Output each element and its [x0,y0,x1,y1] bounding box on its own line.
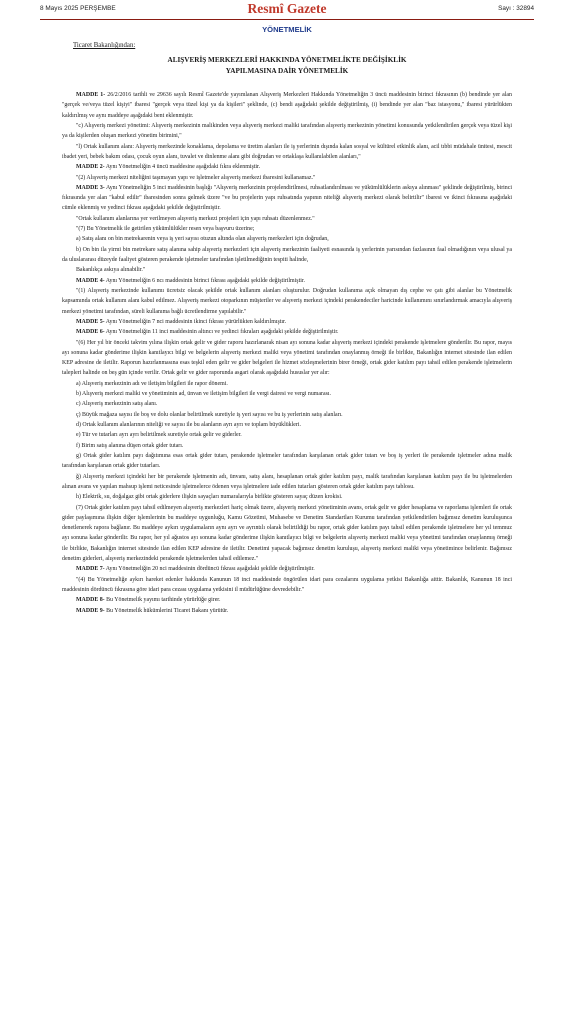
article-paragraph [62,162,512,172]
paragraph-text: Bakanlıkça askıya alınabilir." [76,267,146,274]
body-paragraph [62,410,512,420]
paragraph-text: ç) Büyük mağaza sayısı ile boş ve dolu olanlar belirtilmek suretiyle iş yeri sayısı ve bu iş yerlerinin satış alanları. [76,411,343,418]
body-paragraph [62,399,512,409]
body-paragraph [62,245,512,266]
paragraph-text: "(6) Her yıl bir önceki takvim yılına ilişkin ortak gelir ve gider raporu hazırlanarak nisan ayı sonuna kadar alışveriş merkezi içindeki perakende işletmelere gönderilir. Bu rapor, mayıs ayı sonuna kadar gönderime ilişkin kanıtlayıcı bilgi ve belgelerin alışveriş merkezi maliki veya yönetimi tarafından onaylanmış örneği ile birlikte, Bakanlığın internet sitesinde ilan edilen KEP adresine de iletilir. Raporun hazırlanmasına esas teşkil eden gelir ve gider belgeleri ile hizmet sözleşmelerinin birer örneği, ortak gider katılım payı tahsil edilen perakende işletmelerin talepleri halinde on beş gün içinde verilir. Ortak gelir ve gider raporunda asgari olarak aşağıdaki hususlar yer alır: [62,339,512,377]
document-title-line-1: ALIŞVERİŞ MERKEZLERİ HAKKINDA YÖNETMELİKTE DEĞİŞİKLİK [167,56,407,64]
article-paragraph [62,595,512,605]
paragraph-text: d) Ortak kullanım alanlarının niteliği ve sayısı ile bu alanların ayrı ayrı ve toplam büyüklükleri. [76,422,301,428]
gazette-title: Resmî Gazete [247,1,327,16]
paragraph-text: Aynı Yönetmeliğin 11 inci maddesinin altıncı ve yedinci fıkraları aşağıdaki şekilde değiştirilmiştir. [105,329,339,336]
paragraph-text: b) On bin ila yirmi bin metrekare satış alanına sahip alışveriş merkezleri için alışveriş merkezinin faaliyeti esnasında iş yerlerinin yarısından fazlasının faal olmadığının veya ulusal ya da uluslararası düzeyde faaliyet gösteren perakende işletmeler tarafından işletilmediğinin tespiti halinde, [62,246,512,263]
paragraph-text: "(2) Alışveriş merkezi niteliğini taşımayan yapı ve işletmeler alışveriş merkezi ibaresini kullanamaz." [76,174,316,181]
body-paragraph [62,338,512,379]
paragraph-text: 26/2/2016 tarihli ve 29636 sayılı Resmî Gazete'de yayımlanan Alışveriş Merkezleri Hakkında Yönetmeliğin 3 üncü maddesinin birinci fıkrasının (b) bendinde yer alan "gerçek ve/veya tüzel kişiyi" ibaresi "gerçek veya tüzel kişi ya da kişileri" şeklinde, (c) bendi aşağıdaki şekilde değiştirilmiş, (i) bendinde yer alan "baz istasyonu," ibaresi yürürlükten kaldırılmış ve aynı maddeye aşağıdaki bent eklenmiştir. [62,92,512,119]
paragraph-text: Aynı Yönetmeliğin 7 nci maddesinin ikinci fıkrası yürürlükten kaldırılmıştır. [105,318,287,325]
article-paragraph [62,606,512,616]
body-paragraph [62,224,512,234]
body-paragraph [62,389,512,399]
body-paragraph [62,441,512,451]
paragraph-text: "(1) Alışveriş merkezinde kullanımı ücretsiz olacak şekilde ortak kullanım alanları oluşturulur. Doğrudan kullanıma açık olmayan dış cephe ve çatı gibi alanlar bu Yönetmelik kapsamında ortak kullanım alanı kabul edilmez. Alışveriş merkezi otoparkının müşteriler ve alışveriş merkezi içindeki perakendeciler haricinde kullanımını sınırlandırmak amacıyla alışveriş merkezi yönetimi tarafından, süreli kullanıma bağlı ücretlendirme yapılabilir." [62,287,512,315]
body-paragraph [62,265,512,275]
paragraph-text: "l) Ortak kullanım alanı: Alışveriş merkezinde konaklama, depolama ve üretim alanları ile iş yerlerinin dışında kalan sosyal ve kültürel etkinlik alanı, acil tıbbi müdahale ünitesi, mescit ibadet yeri, bebek bakım odası, çocuk oyun alanı, tuvalet ve dinlenme alanı gibi doğrudan ve ortaklaşa kullanılabilen alanları," [62,143,512,160]
body-paragraph [62,575,512,596]
paragraph-text: (7) Ortak gider katılım payı tahsil edilmeyen alışveriş merkezleri hariç olmak üzere, alışveriş merkezi yönetiminin avans, ortak gelir ve gider hesaplama ve raporlama işlemleri ile ortak gider paylaşımına ilişkin diğer işlemlerinin bu maddeye uygunluğu, Kamu Gözetimi, Muhasebe ve Denetim Standartları Kurumu tarafından yetkilendirilen bağımsız denetim kuruluşunca denetlenerek rapora bağlanır. Bu maddeye aykırı uygulamaların aynı ayrı ve ayrıntılı olarak belirtildiği bu rapor, ortak gider katılım payı tahsil edilen perakende işletmelere her yıl temmuz ayı sonuna kadar gönderilir. Bu rapor, her yıl ağustos ayı sonuna kadar gönderime ilişkin kanıtlayıcı bilgi ve belgelerin alışveriş merkezi maliki veya yönetimi tarafından onaylanmış örneği ile birlikte, Bakanlığın internet sitesinde ilan edilen KEP adresine de iletilir. Denetimi yapacak bağımsız denetim kuruluşu, alışveriş merkezi maliki veya yönetimince belirlenir. Bağımsız denetim giderleri, alışveriş merkezindeki perakende işletmelerden tahsil edilemez." [62,504,512,563]
section-heading: YÖNETMELİK [262,25,312,34]
paragraph-text: Aynı Yönetmeliğin 4 üncü maddesine aşağıdaki fıkra eklenmiştir. [105,164,261,171]
body-paragraph [62,492,512,502]
paragraph-text: h) Elektrik, su, doğalgaz gibi ortak giderlere ilişkin sayaçları numaralarıyla birlikte gösteren sayaç düzen krokisi. [76,494,343,501]
article-label: MADDE 3- [76,184,105,191]
article-label: MADDE 6- [76,329,105,336]
article-paragraph [62,90,512,121]
paragraph-text: a) Satış alanı on bin metrekarenin veya iş yeri sayısı otuzun altında olan alışveriş merkezleri için doğrudan, [76,236,329,243]
article-paragraph [62,564,512,574]
paragraph-text: ğ) Alışveriş merkezi içindeki her bir perakende işletmenin adı, ünvanı, satış alanı, hesaplanan ortak gider katılım payı, malik tarafından karşılanan katılım payı ile bu işletmelerden alınan avans ve yapılan mahsup işlemi neticesinde işletmelerce ödenen veya işletmelere iade edilen tutarları gösteren ortak gider katılım payı tablosu. [62,473,512,490]
issue-number: Sayı : 32894 [498,5,534,12]
paragraph-text: e) Tür ve tutarları ayrı ayrı belirtilmek suretiyle ortak gelir ve giderler. [76,432,242,439]
body-paragraph [62,420,512,430]
paragraph-text: "(7) Bu Yönetmelik ile getirilen yükümlülükler resen veya başvuru üzerine; [76,226,255,233]
document-body [62,90,512,1010]
article-label: MADDE 7- [76,566,105,573]
paragraph-text: "c) Alışveriş merkezi yönetimi: Alışveriş merkezinin malikinden veya alışveriş merkezi maliki tarafından alışveriş merkezinin yönetimi konusunda yetkilendirilen gerçek veya tüzel kişi ya da kişilerden oluşan merkezi yönetim birimini," [62,122,512,140]
paragraph-text: Aynı Yönetmeliğin 20 nci maddesinin dördüncü fıkrası aşağıdaki şekilde değiştirilmiştir. [105,566,315,573]
body-paragraph [62,173,512,183]
paragraph-text: Bu Yönetmelik yayımı tarihinde yürürlüğe girer. [106,597,221,604]
article-paragraph [62,183,512,214]
paragraph-text: Bu Yönetmelik hükümlerini Ticaret Bakanı yürütür. [106,607,229,614]
paragraph-text: Aynı Yönetmeliğin 6 ncı maddesinin birinci fıkrası aşağıdaki şekilde değiştirilmiştir. [105,277,305,284]
body-paragraph [62,142,512,163]
header-divider [40,19,534,20]
paragraph-text: f) Birim satış alanına düşen ortak gider tutarı. [76,442,184,449]
body-paragraph [62,503,512,565]
article-label: MADDE 9- [76,607,105,614]
body-paragraph [62,121,512,142]
body-paragraph [62,286,512,317]
gazette-header [40,2,534,18]
article-label: MADDE 8- [76,597,105,604]
article-label: MADDE 2- [76,164,105,171]
article-label: MADDE 1- [76,92,106,98]
body-paragraph [62,214,512,224]
document-title [60,55,514,77]
body-paragraph [62,379,512,389]
body-paragraph [62,430,512,440]
paragraph-text: "(4) Bu Yönetmeliğe aykırı hareket edenler hakkında Kanunun 18 inci maddesinde öngörülen idari para cezalarını uygulama yetkisi Bakanlığa aittir. Bakanlık, Kanunun 18 inci maddesinin dördüncü fıkrasına göre idari para cezası uygulama yetkisini il müdürlüğüne devredebilir." [62,576,512,593]
ministry-name: Ticaret Bakanlığından: [73,42,136,49]
body-paragraph [62,472,512,493]
body-paragraph [62,234,512,244]
document-title-line-2: YAPILMASINA DAİR YÖNETMELİK [225,67,349,75]
article-label: MADDE 4- [76,277,105,284]
article-paragraph [62,327,512,337]
paragraph-text: g) Ortak gider katılım payı dağıtımına esas ortak gider tutarı, perakende işletmeler tarafından karşılanan ortak gider tutarı ve boş iş yerleri ile perakende işletmeler adına malik tarafından karşılanan ortak gider tutarları. [62,452,512,470]
article-paragraph [62,276,512,286]
body-paragraph [62,451,512,472]
issue-date: 8 Mayıs 2025 PERŞEMBE [40,5,116,12]
article-paragraph [62,317,512,327]
paragraph-text: c) Alışveriş merkezinin satış alanı. [76,401,158,408]
paragraph-text: a) Alışveriş merkezinin adı ve iletişim bilgileri ile rapor dönemi. [76,380,228,387]
paragraph-text: Aynı Yönetmeliğin 5 inci maddesinin başlığı "Alışveriş merkezinin projelendirilmesi, ruhsatlandırılması ve yükümlülüklerin askıya alınması" şeklinde değiştirilmiş, birinci fıkrasında yer alan "kabul edilir" ibaresinden sonra gelmek üzere "ve bu projelerin yapı ruhsatında yapının niteliği alışveriş merkezi olarak belirtilir" ibaresi ve ikinci fıkrasına aşağıdaki cümle eklenmiş ve yedinci fıkrası aşağıdaki şekilde değiştirilmiştir. [62,184,512,212]
paragraph-text: b) Alışveriş merkezi maliki ve yönetiminin ad, ünvan ve iletişim bilgileri ile vergi dairesi ve vergi numarası. [76,391,331,398]
paragraph-text: "Ortak kullanım alanlarına yer verilmeyen alışveriş merkezi projeleri için yapı ruhsatı düzenlenmez." [76,215,315,222]
article-label: MADDE 5- [76,318,105,325]
